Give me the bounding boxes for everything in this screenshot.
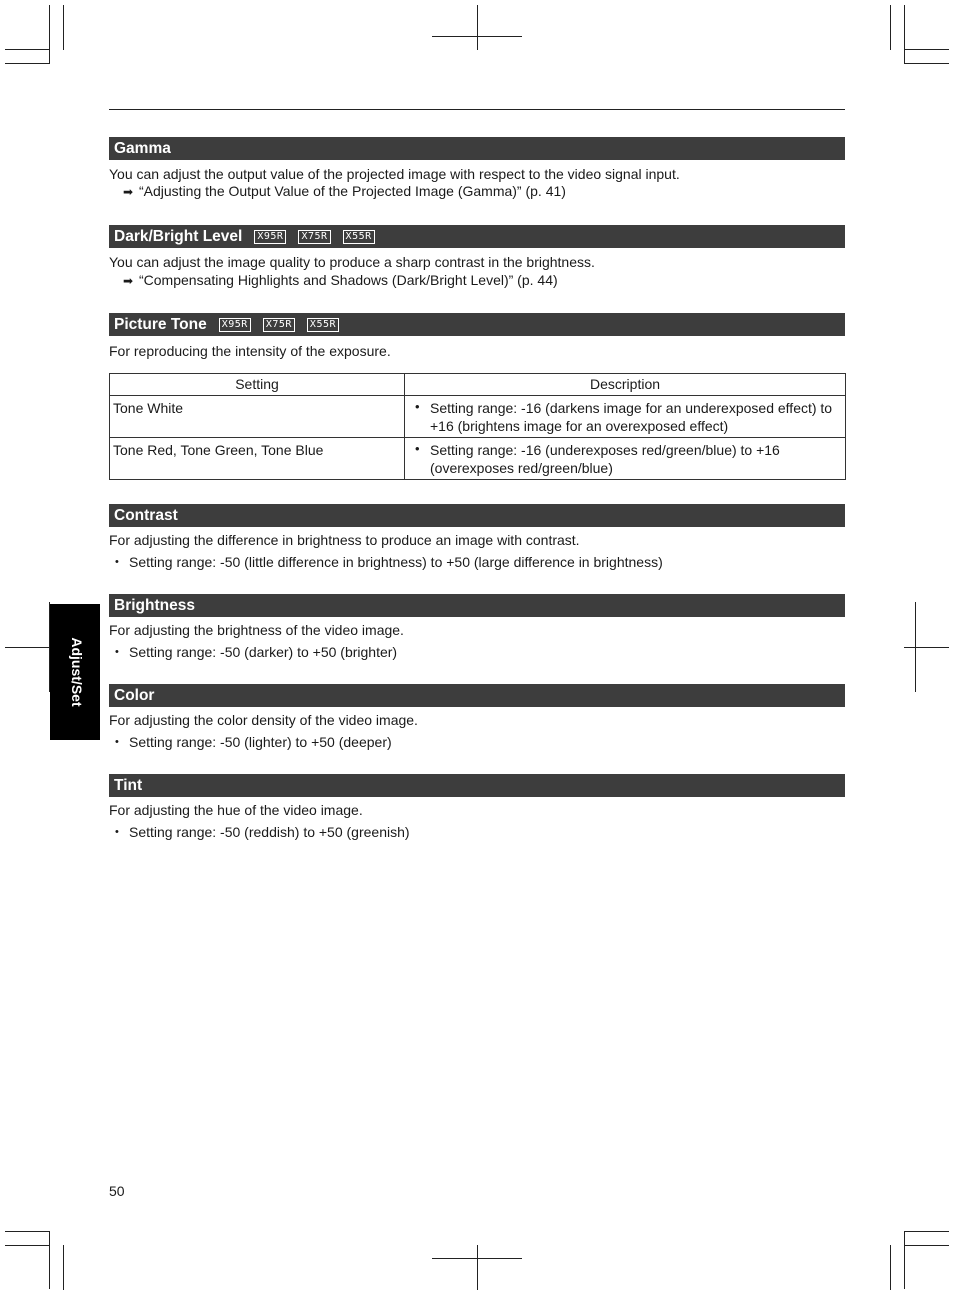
page-number: 50 [109, 1183, 125, 1199]
section-title: Tint [114, 777, 143, 794]
reference-link-dark-bright[interactable] [123, 271, 558, 290]
section-header-dark-bright-level [109, 225, 845, 248]
side-tab-label: Adjust/Set [69, 637, 85, 707]
chapter-side-tab [50, 604, 100, 740]
section-title: Dark/Bright Level [114, 228, 243, 245]
table-row [110, 438, 846, 480]
section-text: You can adjust the image quality to produce a sharp contrast in the brightness. [109, 254, 595, 270]
model-badge: X95R [254, 230, 286, 244]
section-title: Contrast [114, 507, 178, 524]
section-text: For reproducing the intensity of the exposure. [109, 343, 391, 359]
section-title: Gamma [114, 140, 171, 157]
model-badge: X75R [263, 318, 295, 332]
bullet-text: Setting range: -50 (darker) to +50 (brighter) [129, 644, 398, 660]
bullet-item: • Setting range: -16 (darkens image for an underexposed effect) to +16 (brightens image for an overexposed effect) [415, 399, 839, 435]
section-text: You can adjust the output value of the projected image with respect to the video signal input. [109, 166, 680, 182]
description-cell [405, 438, 846, 480]
model-badge: X55R [343, 230, 375, 244]
header-rule [109, 109, 845, 110]
bullet-item [115, 553, 663, 571]
description-cell [405, 396, 846, 438]
section-text: For adjusting the difference in brightness to produce an image with contrast. [109, 532, 580, 548]
bullet-text: Setting range: -50 (little difference in brightness) to +50 (large difference in brightness) [129, 554, 663, 570]
bullet-text: Setting range: -50 (lighter) to +50 (deeper) [129, 734, 392, 750]
bullet-dot: • [115, 646, 119, 658]
table-row [110, 396, 846, 438]
reference-text: “Compensating Highlights and Shadows (Dark/Bright Level)” (p. 44) [139, 272, 558, 288]
bullet-item [115, 733, 392, 751]
bullet-dot: • [115, 556, 119, 568]
setting-cell: Tone Red, Tone Green, Tone Blue [110, 438, 405, 480]
section-title: Brightness [114, 597, 195, 614]
model-badge: X95R [219, 318, 251, 332]
column-header: Description [405, 374, 846, 396]
section-header-tint [109, 774, 845, 797]
right-arrow-icon: ➡ [123, 185, 134, 199]
bullet-text: Setting range: -50 (reddish) to +50 (greenish) [129, 824, 410, 840]
bullet-dot: • [115, 736, 119, 748]
section-text: For adjusting the color density of the video image. [109, 712, 418, 728]
section-header-color [109, 684, 845, 707]
section-header-picture-tone [109, 313, 845, 336]
section-title: Picture Tone [114, 316, 207, 333]
section-header-brightness [109, 594, 845, 617]
bullet-item [115, 643, 397, 661]
reference-text: “Adjusting the Output Value of the Projected Image (Gamma)” (p. 41) [139, 183, 566, 199]
section-header-gamma [109, 137, 845, 160]
bullet-dot: • [115, 826, 119, 838]
bullet-item: • Setting range: -16 (underexposes red/green/blue) to +16 (overexposes red/green/blue) [415, 441, 839, 477]
bullet-item [115, 823, 410, 841]
model-badge: X55R [307, 318, 339, 332]
section-text: For adjusting the hue of the video image. [109, 802, 363, 818]
model-badge: X75R [298, 230, 330, 244]
right-arrow-icon: ➡ [123, 274, 134, 288]
section-title: Color [114, 687, 155, 704]
section-text: For adjusting the brightness of the video image. [109, 622, 404, 638]
section-header-contrast [109, 504, 845, 527]
table-header-row [110, 374, 846, 396]
setting-cell: Tone White [110, 396, 405, 438]
picture-tone-table [109, 373, 846, 480]
column-header: Setting [110, 374, 405, 396]
reference-link-gamma[interactable] [123, 182, 566, 201]
